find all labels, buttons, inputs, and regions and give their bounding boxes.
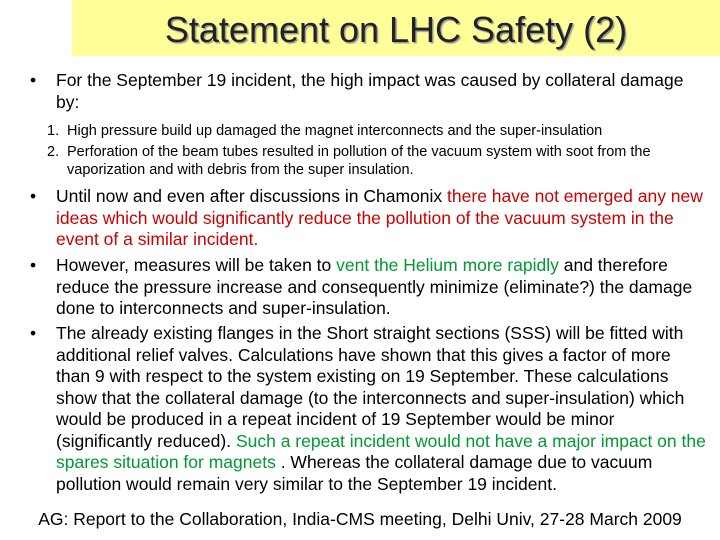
bullet-2-text: Until now and even after discussions in Chamonix [56,186,448,206]
bullet-1-text: For the September 19 incident, the high impact was caused by collateral damage by: [56,70,684,112]
subitem-1-text: High pressure build up damaged the magnet interconnects and the super-insulation [67,123,603,139]
bullet-marker: • [30,323,37,343]
bullet-3-highlight: vent the Helium more rapidly [336,255,559,275]
bullet-marker: • [30,186,37,206]
bullet-4-highlight: Such a repeat incident would not have a major impact on the spares situation for magnets [56,430,706,472]
bullet-1 [30,70,706,113]
bullet-2-highlight: there have not emerged any new ideas which would significantly reduce the pollution of the vacuum system in the event of a similar incident. [56,186,703,249]
subitem-2-number: 2. [47,144,60,160]
bullet-3-text-pre: However, measures will be taken to [56,255,337,275]
slide-footer: AG: Report to the Collaboration, India-CMS meeting, Delhi Univ, 27-28 March 2009 [38,509,682,529]
bullet-3-text-post: and therefore reduce the pressure increase and consequently minimize (eliminate?) the damage done to interconnects and super-insulation. [56,255,693,318]
bullet-4 [30,323,706,495]
subitem-2 [47,143,707,179]
bullet-4-text-post: . Whereas the collateral damage due to vacuum pollution would remain very similar to the September 19 incident. [56,452,653,494]
subitem-1-number: 1. [47,123,60,139]
subitem-2-text: Perforation of the beam tubes resulted in pollution of the vacuum system with soot from the vaporization and with debris from the super insulation. [67,144,651,178]
bullet-marker: • [30,255,37,275]
slide-title: Statement on LHC Safety (2) [164,9,628,50]
subitem-1 [47,122,707,140]
bullet-2 [30,186,706,251]
bullet-3 [30,255,706,320]
bullet-4-text-pre: The already existing flanges in the Short straight sections (SSS) will be fitted with additional relief valves. Calculations have shown that this gives a factor of more than 9 with respect to the system existing on 19 September. These calculations show that the collateral damage (to the interconnects and super-insulation) which would be produced in a repeat incident of 19 September would be minor (significantly reduced). [56,323,685,451]
bullet-marker: • [30,70,37,90]
